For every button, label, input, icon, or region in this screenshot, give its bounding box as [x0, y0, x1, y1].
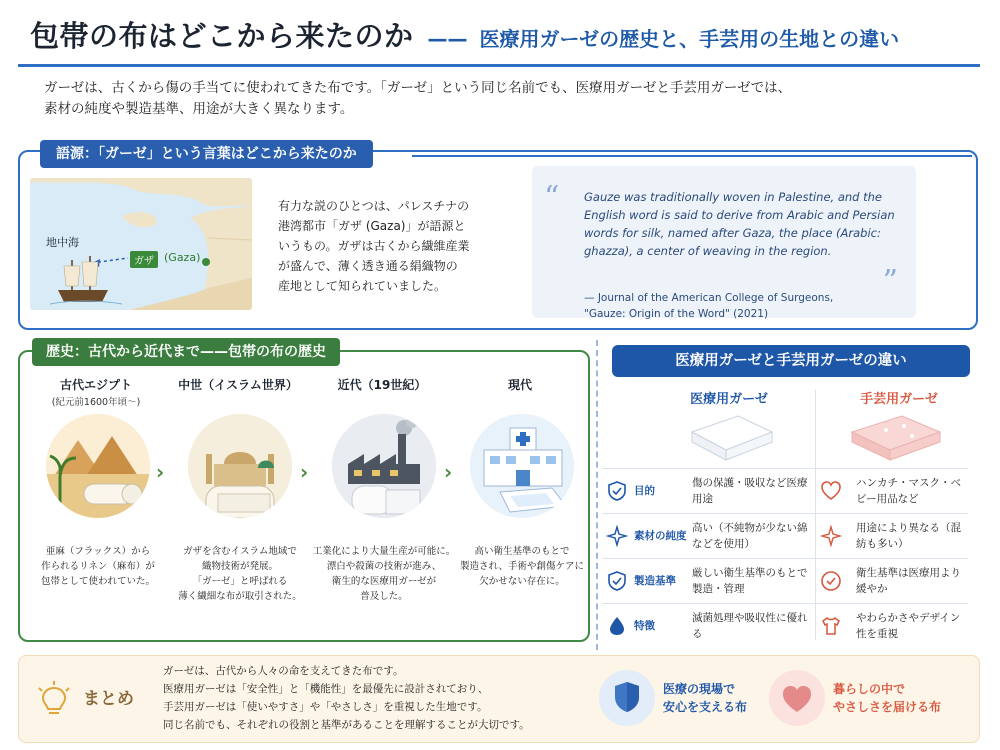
era-desc-line: 作られるリネン（麻布）が — [41, 561, 155, 572]
column-craft-header: 手芸用ガーゼ — [860, 392, 938, 407]
intro-line: ガーゼは、古くから傷の手当てに使われてきた布です。「ガーゼ」という同じ名前でも、医療用ガーゼと手芸用ガーゼでは、 — [44, 80, 792, 96]
summary-line: ガーゼは、古代から人々の命を支えてきた布です。 — [163, 665, 404, 677]
row-medical-value: 滅菌処理や吸収性に優れる — [692, 612, 808, 640]
era-sub: (紀元前1600年頃～) — [51, 397, 141, 408]
check-circle-icon — [820, 570, 842, 592]
hospital-illustration — [470, 414, 574, 518]
era-desc-line: 高い衛生基準のもとで — [474, 546, 570, 557]
map-label-sea: 地中海 — [46, 236, 79, 249]
etym-line: 有力な説のひとつは、パレスチナの — [278, 199, 470, 213]
era-sub — [176, 394, 300, 408]
badge-line: 安心を支える布 — [663, 700, 748, 714]
summary-line: 同じ名前でも、それぞれの役割と基準があることを理解することが大切です。 — [163, 719, 530, 731]
era-desc-line: 工業化により大量生産が可能に。 — [312, 546, 456, 557]
quote-source — [584, 290, 904, 322]
era-desc — [450, 544, 594, 589]
row-label: 特徴 — [634, 620, 655, 632]
era-desc-line: 漂白や殺菌の技術が進み、 — [326, 561, 442, 572]
era-desc-line: ガザを含むイスラム地域で — [183, 546, 297, 557]
comparison-row-purity — [602, 513, 968, 558]
quote-source-line: — Journal of the American College of Surgeons, — [584, 292, 834, 304]
row-label: 目的 — [634, 485, 655, 497]
era-desc-line: 普及した。 — [360, 591, 408, 602]
era-desc-line: 亜麻（フラックス）から — [45, 546, 151, 557]
era-islamic — [176, 376, 302, 602]
divider — [596, 340, 598, 650]
row-craft-value: 用途により異なる（混紡も多い） — [856, 522, 961, 550]
era-sub — [458, 394, 582, 408]
row-medical-value: 高い（不純物が少ない綿などを使用） — [692, 522, 808, 550]
era-name: 近代（19世紀） — [337, 378, 427, 392]
summary-text — [163, 662, 603, 734]
comparison-row-feature — [602, 603, 968, 648]
title-sub: 医療用ガーゼの歴史と、手芸用の生地との違い — [479, 27, 900, 51]
history-section — [18, 344, 590, 642]
sparkle-icon — [820, 525, 842, 547]
page-title — [30, 14, 980, 58]
intro-text — [44, 78, 944, 120]
title-main: 包帯の布はどこから来たのか — [30, 19, 414, 53]
chevron-right-icon: › — [444, 460, 453, 484]
chevron-right-icon: › — [300, 460, 309, 484]
era-desc-line: 「ガーゼ」と呼ばれる — [192, 576, 288, 587]
era-desc — [312, 544, 456, 604]
mosque-illustration — [188, 414, 292, 518]
gaza-tag: ガザ — [130, 251, 158, 268]
era-desc-line: 欠かせない存在に。 — [479, 576, 565, 587]
summary-line: 手芸用ガーゼは「使いやすさ」や「やさしさ」を重視した生地です。 — [163, 701, 488, 713]
era-desc — [26, 544, 170, 589]
row-craft-value: やわらかさやデザイン性を重視 — [856, 612, 961, 640]
etymology-text — [278, 196, 508, 296]
etym-line: いうもの。ガザは古くから繊維産業 — [278, 239, 470, 253]
era-desc-line: 薄く繊細な布が取引された。 — [178, 591, 302, 602]
factory-illustration — [332, 414, 436, 518]
era-sub — [320, 394, 444, 408]
open-quote-icon: “ — [544, 180, 560, 215]
gaza-en: (Gaza) — [164, 251, 201, 264]
era-egypt — [34, 376, 158, 587]
column-medical-header: 医療用ガーゼ — [690, 392, 768, 407]
comparison-row-standard — [602, 558, 968, 603]
quote-box — [532, 166, 916, 318]
row-label: 素材の純度 — [634, 530, 687, 542]
shield-icon — [606, 480, 628, 502]
etymology-heading: 語源：「ガーゼ」という言葉はどこから来たのか — [40, 140, 373, 168]
etymology-section — [18, 146, 978, 330]
era-desc-line: 包帯として使われていた。 — [40, 576, 155, 587]
gaza-map — [30, 178, 252, 310]
row-craft-value: 衛生基準は医療用より緩やか — [856, 567, 961, 595]
title-rule — [18, 64, 980, 67]
row-medical-value: 傷の保護・吸収など医療用途 — [692, 477, 808, 505]
egypt-illustration — [46, 414, 150, 518]
heart-icon — [820, 480, 842, 502]
close-quote-icon: ” — [882, 264, 898, 299]
era-name: 古代エジプト — [59, 378, 132, 392]
etym-line: 港湾都市「ガザ (Gaza)」が語源と — [278, 219, 466, 233]
quote-text: Gauze was traditionally woven in Palestine, and the English word is said to derive from Arabic and Persian words for silk, named after Gaza, the place (Arabic: ghazza), a center of weaving in the region. — [584, 190, 895, 258]
row-craft-value: ハンカチ・マスク・ベビー用品など — [856, 477, 961, 505]
row-label: 製造基準 — [634, 575, 676, 587]
medical-gauze-icon — [686, 410, 776, 462]
era-desc-line: 衛生的な医療用ガーゼが — [331, 576, 437, 587]
era-name: 中世（イスラム世界） — [178, 378, 298, 392]
era-desc — [168, 544, 312, 604]
lightbulb-icon — [35, 680, 73, 720]
row-medical-value: 厳しい衛生基準のもとで製造・管理 — [692, 567, 808, 595]
comparison-row-purpose — [602, 468, 968, 513]
era-desc-line: 製造され、手術や創傷ケアに — [459, 561, 585, 572]
chevron-right-icon: › — [156, 460, 165, 484]
era-name: 現代 — [507, 378, 532, 392]
summary-line: 医療用ガーゼは「安全性」と「機能性」を最優先に設計されており、 — [163, 683, 489, 695]
comparison-heading: 医療用ガーゼと手芸用ガーゼの違い — [612, 345, 970, 377]
section-rule — [412, 155, 972, 157]
etym-line: 産地として知られていました。 — [278, 279, 447, 293]
title-dash: —— — [427, 27, 468, 51]
medical-badge-text — [663, 680, 747, 716]
intro-line: 素材の純度や製造基準、用途が大きく異なります。 — [44, 101, 354, 117]
craft-gauze-icon — [846, 410, 946, 462]
quote-source-line: "Gauze: Origin of the Word" (2021) — [584, 308, 769, 320]
medical-badge-icon — [599, 670, 655, 726]
badge-line: やさしさを届ける布 — [833, 700, 942, 714]
era-desc-line: 織物技術が発展。 — [201, 561, 278, 572]
summary-section — [18, 655, 980, 743]
sparkle-icon — [606, 525, 628, 547]
era-present — [458, 376, 585, 587]
badge-line: 医療の現場で — [663, 682, 736, 696]
craft-badge-text — [833, 680, 941, 716]
tshirt-icon — [820, 615, 842, 637]
check-badge-icon — [606, 570, 628, 592]
badge-line: 暮らしの中で — [833, 682, 906, 696]
history-heading: 歴史：古代から近代まで——包帯の布の歴史 — [32, 338, 340, 366]
ship-icon — [50, 256, 122, 304]
etym-line: が盛んで、薄く透き通る絹織物の — [278, 259, 458, 273]
water-drop-icon — [606, 615, 628, 637]
era-modern-19c — [312, 376, 456, 602]
summary-title: まとめ — [83, 689, 134, 709]
craft-badge-icon — [769, 670, 825, 726]
